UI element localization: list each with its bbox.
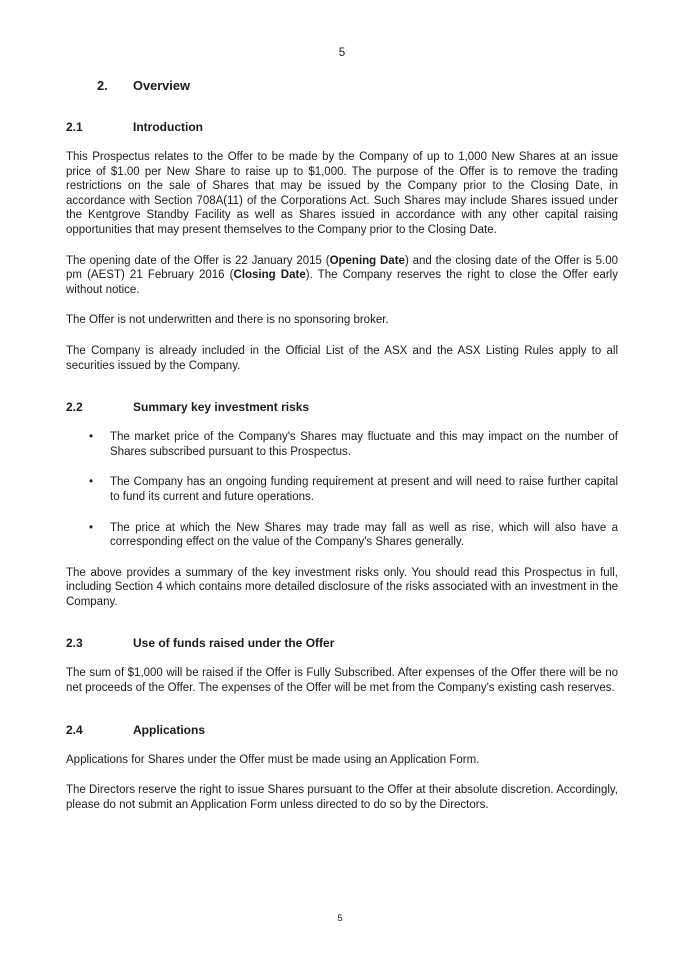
risk-bullet-list (66, 430, 618, 550)
subsection-title: Summary key investment risks (133, 400, 310, 415)
paragraph-text-run: ) and the closing date of the Offer is 5.00 pm (AEST) 21 February 2016 ( (66, 254, 618, 282)
paragraph-introduction-1: This Prospectus relates to the Offer to be made by the Company of up to 1,000 New Shares at an issue price of $1.00 per New Share to raise up to $1,000. The purpose of the Offer is to remove the trading restrictions on the sale of Shares that may be issued by the Company prior to the Closing Date, in accordance with Section 708A(11) of the Corporations Act. Such Shares may include Shares issued under the Kentgrove Standby Facility as well as Shares issued in accordance with any other capital raising opportunities that may present themselves to the Company prior to the Closing Date. (66, 151, 618, 236)
paragraph-text-run: ). The Company reserves the right to close the Offer early without notice. (66, 269, 618, 296)
subsection-title: Use of funds raised under the Offer (133, 636, 335, 651)
bullet-dot-icon (89, 430, 93, 445)
subsection-heading-investment-risks (66, 400, 618, 414)
opening-date-bold-term: Opening Date (329, 254, 405, 267)
paragraph-introduction-2 (66, 254, 618, 298)
subsection-title: Applications (133, 722, 206, 737)
bullet-item (66, 475, 618, 504)
paragraph-text-run: The opening date of the Offer is 22 January 2015 ( (66, 254, 330, 267)
paragraph-risks-summary: The above provides a summary of the key investment risks only. You should read this Prospectus in full, including Section 4 which contains more detailed disclosure of the risks associated with an investment in the Company. (66, 566, 618, 608)
bullet-text: The price at which the New Shares may trade may fall as well as rise, which will also have a corresponding effect on the value of the Company's Shares generally. (110, 521, 618, 549)
bullet-text: The Company has an ongoing funding requirement at present and will need to raise further capital to fund its current and future operations. (110, 476, 618, 503)
subsection-heading-applications (66, 723, 618, 737)
subsection-heading-use-of-funds (66, 636, 618, 650)
paragraph-introduction-3: The Offer is not underwritten and there is no sponsoring broker. (66, 314, 389, 327)
page-number-top: 5 (338, 47, 346, 59)
section-heading (66, 78, 618, 93)
paragraph-use-of-funds: The sum of $1,000 will be raised if the Offer is Fully Subscribed. After expenses of the Offer there will be no net proceeds of the Offer. The expenses of the Offer will be met from the Company's existing cash reserves. (66, 667, 618, 695)
bullet-item (66, 521, 618, 550)
paragraph-introduction-4: The Company is already included in the Official List of the ASX and the ASX Listing Rules apply to all securities issued by the Company. (66, 344, 618, 372)
subsection-number: 2.4 (66, 722, 83, 737)
bullet-text: The market price of the Company's Shares may fluctuate and this may impact on the number of Shares subscribed pursuant to this Prospectus. (110, 431, 618, 458)
subsection-title: Introduction (133, 120, 203, 134)
paragraph-applications-1: Applications for Shares under the Offer must be made using an Application Form. (66, 753, 480, 766)
subsection-number: 2.1 (66, 120, 83, 134)
bullet-item (66, 430, 618, 459)
subsection-number: 2.3 (66, 636, 83, 651)
bullet-dot-icon (89, 521, 93, 536)
section-number: 2. (97, 78, 108, 93)
page-number-bottom: 5 (337, 913, 343, 924)
closing-date-bold-term: Closing Date (233, 269, 306, 282)
subsection-number: 2.2 (66, 400, 83, 415)
bullet-dot-icon (89, 475, 93, 490)
subsection-heading-introduction (66, 120, 618, 134)
paragraph-applications-2: The Directors reserve the right to issue Shares pursuant to the Offer at their absolute discretion. Accordingly, please do not submit an Application Form unless directed to do so by the Directors. (66, 784, 618, 811)
section-title: Overview (133, 78, 190, 93)
